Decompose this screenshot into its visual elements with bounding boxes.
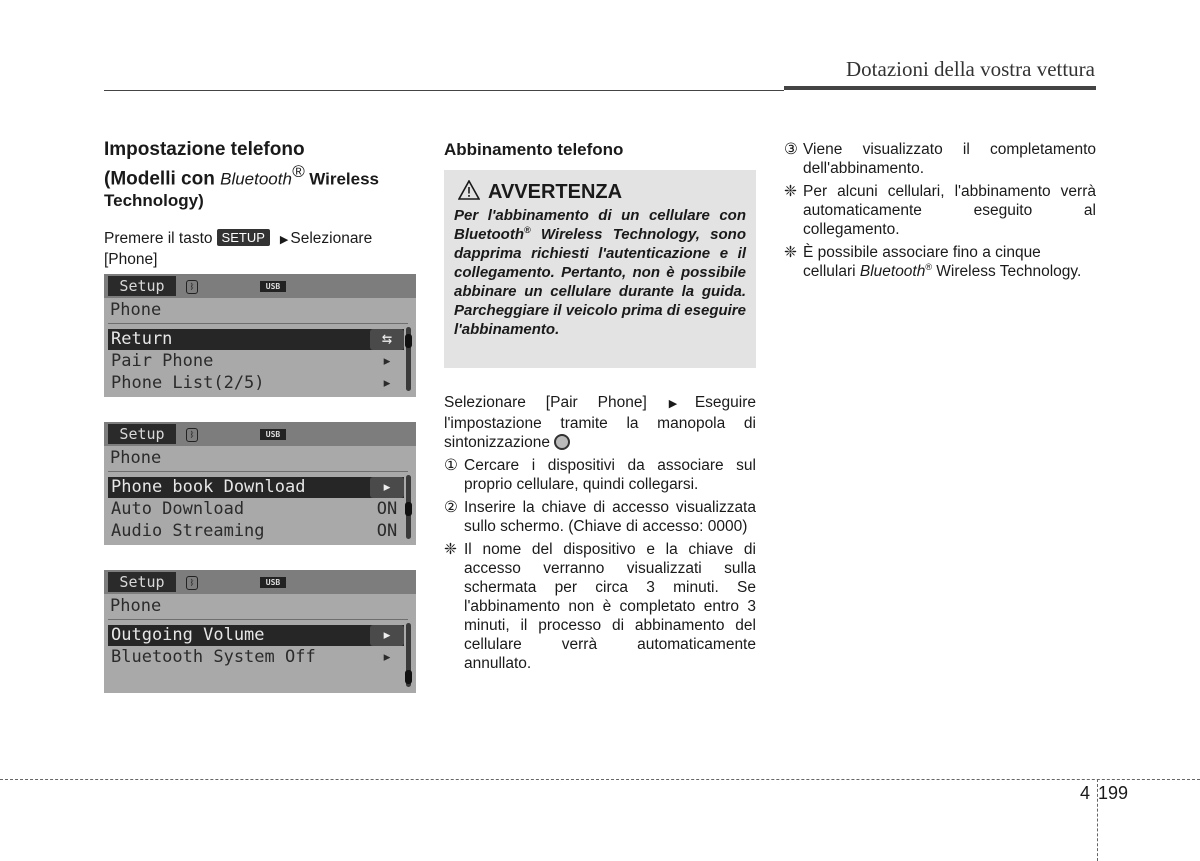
warning-title: [458, 180, 622, 204]
toggle-value: ON: [376, 499, 398, 519]
note-2: [784, 243, 1096, 281]
warning-reg: ®: [523, 225, 531, 235]
intro-prefix: Selezionare [Pair Phone]: [444, 394, 647, 411]
screen-tab: Setup: [108, 424, 176, 444]
setup-screen-2: [104, 422, 416, 545]
warning-text-part: Per l'abbinamento di un cellulare con Bluetooth: [454, 207, 746, 243]
screen-divider: [108, 323, 408, 324]
menu-item-phone-book-download[interactable]: [108, 477, 404, 498]
menu-item-label: Audio Streaming: [111, 521, 265, 541]
chevron-right-icon: ▸: [370, 477, 404, 498]
warning-text-part: Wireless Technology, sono dapprima richiesti l'autenticazione e il collegamento. Pertanto, non è possibile abbinare un cellulare durante la guida. Parcheggiare il veicolo prima di eseguire l'abbinamento.: [454, 226, 746, 338]
note-brand: Bluetooth: [859, 263, 926, 280]
usb-icon: USB: [260, 577, 286, 588]
chevron-right-icon: ▸: [381, 351, 393, 371]
note-text: È possibile associare fino a cinque cellulari: [803, 244, 1041, 280]
section-title: [104, 139, 424, 212]
usb-icon: USB: [260, 429, 286, 440]
title-line-3: Technology): [104, 191, 204, 211]
title-line-1: Impostazione telefono: [104, 139, 305, 160]
note-text: Il nome del dispositivo e la chiave di accesso verranno visualizzati sulla schermata per circa 3 minuti. Se l'abbinamento non è completato entro 3 minuti, il processo di abbinamento del cellulare verrà automaticamente annullato.: [464, 541, 756, 672]
screen-subtitle: Phone: [110, 448, 162, 468]
step-3: [784, 140, 1096, 178]
setup-screen-3: [104, 570, 416, 693]
scrollbar-thumb[interactable]: [405, 502, 412, 516]
running-header: Dotazioni della vostra vettura: [846, 57, 1095, 81]
arrow-icon: ▶: [279, 234, 289, 246]
step-marker: ①: [444, 457, 458, 474]
chevron-right-icon: ▸: [370, 625, 404, 646]
warning-title-text: AVVERTENZA: [488, 181, 623, 203]
step-text: Inserire la chiave di accesso visualizzata sullo schermo. (Chiave di accesso: 0000): [464, 499, 756, 535]
menu-item-label: Phone List(2/5): [111, 373, 265, 393]
note: [444, 540, 756, 673]
step-text: Cercare i dispositivi da associare sul proprio cellulare, quindi collegarsi.: [464, 457, 756, 493]
bluetooth-icon: ᛒ: [186, 280, 198, 294]
bluetooth-icon: ᛒ: [186, 428, 198, 442]
screen-tab: Setup: [108, 572, 176, 592]
page-number-value: 199: [1098, 783, 1129, 803]
pairing-intro: [444, 393, 756, 452]
toggle-value: ON: [376, 521, 398, 541]
menu-item-label: Auto Download: [111, 499, 245, 519]
menu-item-pair-phone[interactable]: [108, 351, 404, 372]
column-3: [784, 140, 1096, 285]
pairing-heading: Abbinamento telefono: [444, 140, 624, 159]
screen-divider: [108, 471, 408, 472]
menu-item-phone-list[interactable]: [108, 373, 404, 394]
page-number: [1080, 783, 1128, 804]
chevron-right-icon: ▸: [381, 373, 393, 393]
header-rule: [104, 90, 784, 91]
arrow-icon: ▶: [668, 398, 693, 410]
screen-subtitle: Phone: [110, 300, 162, 320]
scrollbar-thumb[interactable]: [405, 670, 412, 684]
screen-header: [104, 570, 416, 594]
step-marker: ③: [784, 141, 798, 158]
note-marker: ❈: [444, 541, 457, 558]
menu-item-label: Pair Phone: [111, 351, 214, 371]
step-text: Viene visualizzato il completamento dell'abbinamento.: [803, 141, 1096, 177]
screen-subtitle: Phone: [110, 596, 162, 616]
setup-key: SETUP: [217, 229, 270, 246]
tuning-knob-icon: [554, 434, 570, 450]
screen-tab: Setup: [108, 276, 176, 296]
step-1: [444, 456, 756, 494]
title-reg: ®: [291, 162, 305, 181]
chapter-number: 4: [1080, 783, 1091, 803]
menu-item-label: Return: [111, 329, 173, 349]
screen-header: [104, 422, 416, 446]
step-marker: ②: [444, 499, 458, 516]
title-brand: Bluetooth: [220, 169, 292, 189]
warning-icon: [458, 180, 480, 200]
pairing-body: [444, 393, 756, 677]
header-rule-thick: [784, 86, 1096, 90]
step-2: [444, 498, 756, 536]
instruction: [104, 229, 417, 269]
warning-box: [444, 170, 756, 368]
title-line-2: [104, 161, 424, 190]
menu-item-label: Phone book Download: [111, 477, 306, 497]
instruction-prefix: Premere il tasto: [104, 230, 213, 247]
note-text: Per alcuni cellulari, l'abbinamento verrà automaticamente eseguito al collegamento.: [803, 183, 1096, 238]
menu-item-audio-streaming[interactable]: [108, 521, 404, 542]
screen-divider: [108, 619, 408, 620]
scrollbar-thumb[interactable]: [405, 334, 412, 348]
title-tail: Wireless: [304, 169, 379, 189]
instruction-suffix: Selezionare [Phone]: [104, 230, 373, 268]
intro-suffix: Eseguire l'impostazione tramite la manopola di sintonizzazione: [444, 394, 756, 451]
note-text-tail: Wireless Technology.: [932, 263, 1082, 280]
setup-screen-1: [104, 274, 416, 397]
chevron-right-icon: ▸: [381, 647, 393, 667]
menu-item-bluetooth-system-off[interactable]: [108, 647, 404, 668]
note-reg: ®: [925, 261, 932, 272]
menu-item-label: Outgoing Volume: [111, 625, 265, 645]
title-prefix: (Modelli con: [104, 168, 221, 190]
screen-header: [104, 274, 416, 298]
bluetooth-icon: ᛒ: [186, 576, 198, 590]
menu-item-auto-download[interactable]: [108, 499, 404, 520]
note-marker: ❈: [784, 183, 797, 200]
warning-text: [454, 206, 746, 339]
usb-icon: USB: [260, 281, 286, 292]
menu-item-return[interactable]: [108, 329, 404, 350]
note-marker: ❈: [784, 244, 797, 261]
note-1: [784, 182, 1096, 239]
footer-rule: [0, 779, 1200, 780]
menu-item-label: Bluetooth System Off: [111, 647, 316, 667]
menu-item-outgoing-volume[interactable]: [108, 625, 404, 646]
return-icon: ⇆: [370, 329, 404, 350]
